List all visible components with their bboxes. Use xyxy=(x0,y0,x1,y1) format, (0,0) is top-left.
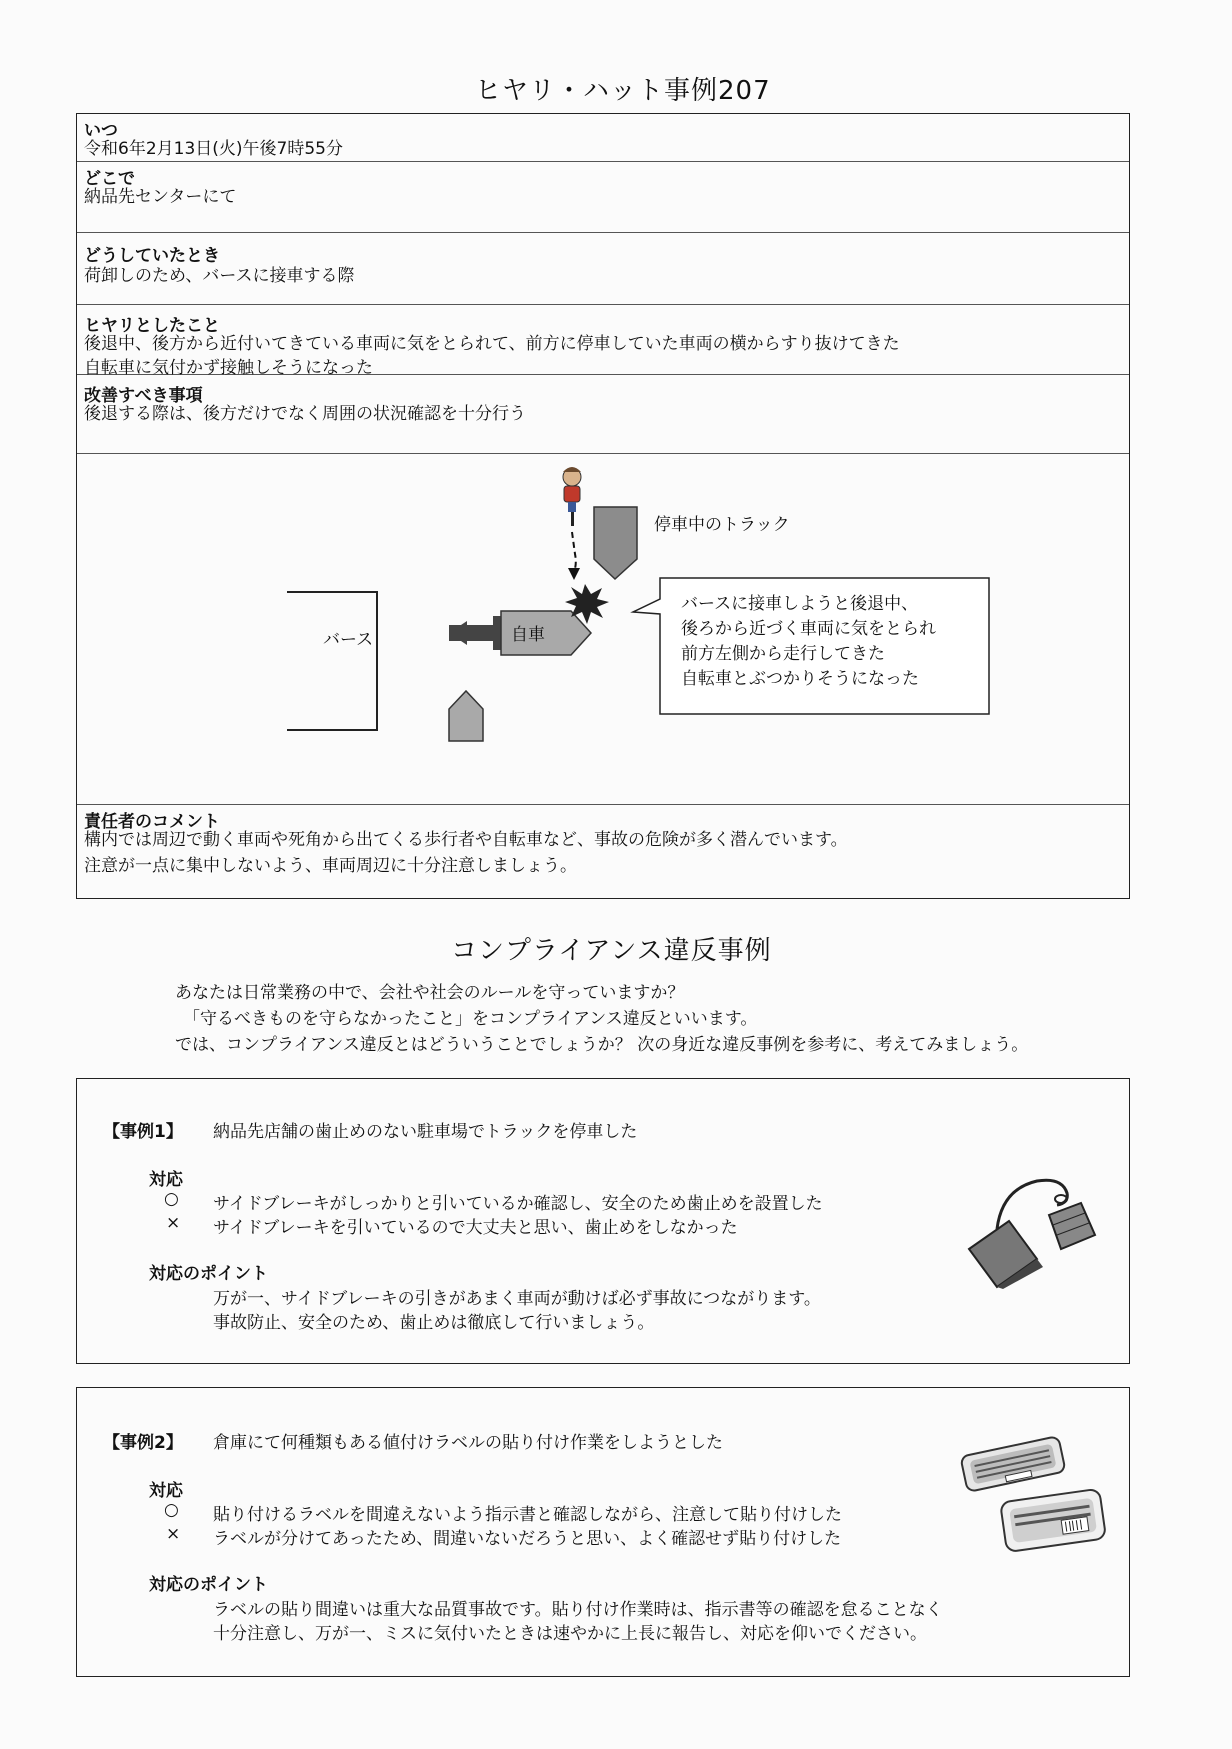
row-label: 改善すべき事項 xyxy=(84,386,203,406)
row-label: いつ xyxy=(84,121,118,141)
case-2-box xyxy=(76,1387,1130,1677)
row-when xyxy=(77,114,1129,162)
cyclist-path xyxy=(572,532,576,572)
row-label: ヒヤリとしたこと xyxy=(84,316,220,336)
callout-line: 自転車とぶつかりそうになった xyxy=(681,669,919,689)
row-where xyxy=(77,162,1129,233)
row-label: 責任者のコメント xyxy=(84,812,220,832)
intro-line: 「守るべきものを守らなかったこと」をコンプライアンス違反といいます。 xyxy=(183,1009,758,1029)
row-improvement xyxy=(77,375,1129,454)
row-value: 後退中、後方から近付いてきている車両に気をとられて、前方に停車していた車両の横からすり抜けてきた xyxy=(84,334,900,354)
direction-arrow-head xyxy=(449,621,467,645)
callout-line: 前方左側から走行してきた xyxy=(681,644,885,664)
row-situation xyxy=(77,233,1129,305)
row-label: どうしていたとき xyxy=(84,246,220,266)
row-value: 令和6年2月13日(火)午後7時55分 xyxy=(84,139,343,159)
cyclist-path-arrowhead xyxy=(568,568,580,580)
case-title: 倉庫にて何種類もある値付けラベルの貼り付け作業をしようとした xyxy=(213,1433,723,1453)
compliance-title: コンプライアンス違反事例 xyxy=(451,936,772,966)
incident-diagram xyxy=(77,454,1129,804)
good-mark: ○ xyxy=(164,1500,179,1520)
parked-truck xyxy=(594,507,637,579)
cyclist-icon xyxy=(563,467,581,526)
row-value: 自転車に気付かず接触しそうになった xyxy=(84,358,373,378)
row-value: 注意が一点に集中しないよう、車両周辺に十分注意しましょう。 xyxy=(84,856,577,876)
bad-mark: × xyxy=(166,1524,181,1544)
callout-line: 後ろから近づく車両に気をとられ xyxy=(681,619,936,639)
parked-truck-label: 停車中のトラック xyxy=(654,515,790,535)
own-vehicle-label: 自車 xyxy=(511,625,545,645)
row-comment xyxy=(77,804,1129,899)
point-line: 事故防止、安全のため、歯止めは徹底して行いましょう。 xyxy=(213,1313,655,1333)
intro-line: では、コンプライアンス違反とはどういうことでしょうか？ 次の身近な違反事例を参考に、考えてみましょう。 xyxy=(175,1035,1029,1055)
labeled-package-icon xyxy=(953,1424,1113,1554)
row-value: 納品先センターにて xyxy=(84,187,237,207)
response-label: 対応 xyxy=(149,1170,183,1190)
row-near-miss xyxy=(77,305,1129,378)
hiyari-table xyxy=(76,113,1130,899)
row-value: 後退する際は、後方だけでなく周囲の状況確認を十分行う xyxy=(84,404,526,424)
point-line: 万が一、サイドブレーキの引きがあまく車両が動けば必ず事故につながります。 xyxy=(213,1289,821,1309)
point-label: 対応のポイント xyxy=(149,1575,268,1595)
bad-response: サイドブレーキを引いているので大丈夫と思い、歯止めをしなかった xyxy=(213,1218,738,1238)
point-line: 十分注意し、万が一、ミスに気付いたときは速やかに上長に報告し、対応を仰いでください。 xyxy=(213,1624,927,1644)
response-label: 対応 xyxy=(149,1481,183,1501)
case-title: 納品先店舗の歯止めのない駐車場でトラックを停車した xyxy=(213,1122,638,1142)
row-value: 構内では周辺で動く車両や死角から出てくる歩行者や自転車など、事故の危険が多く潜んでいます。 xyxy=(84,830,848,850)
good-response: 貼り付けるラベルを間違えないよう指示書と確認しながら、注意して貼り付けした xyxy=(213,1505,842,1525)
good-mark: ○ xyxy=(164,1189,179,1209)
bad-response: ラベルが分けてあったため、間違いないだろうと思い、よく確認せず貼り付けした xyxy=(213,1529,842,1549)
case-tag: 【事例1】 xyxy=(103,1122,183,1142)
berth-outline xyxy=(287,592,377,730)
berth-label: バース xyxy=(323,630,374,650)
point-label: 対応のポイント xyxy=(149,1264,268,1284)
row-label: どこで xyxy=(84,169,135,189)
intro-line: あなたは日常業務の中で、会社や社会のルールを守っていますか？ xyxy=(175,983,685,1003)
wheel-chock-icon xyxy=(957,1169,1107,1289)
point-line: ラベルの貼り間違いは重大な品質事故です。貼り付け作業時は、指示書等の確認を怠ることなく xyxy=(213,1600,943,1620)
approaching-vehicle xyxy=(449,691,483,741)
hiyari-title: ヒヤリ・ハット事例207 xyxy=(475,76,771,106)
case-tag: 【事例2】 xyxy=(103,1433,183,1453)
case-1-box xyxy=(76,1078,1130,1364)
bad-mark: × xyxy=(166,1213,181,1233)
row-value: 荷卸しのため、バースに接車する際 xyxy=(84,266,355,286)
good-response: サイドブレーキがしっかりと引いているか確認し、安全のため歯止めを設置した xyxy=(213,1194,823,1214)
callout-line: バースに接車しようと後退中、 xyxy=(681,594,919,614)
